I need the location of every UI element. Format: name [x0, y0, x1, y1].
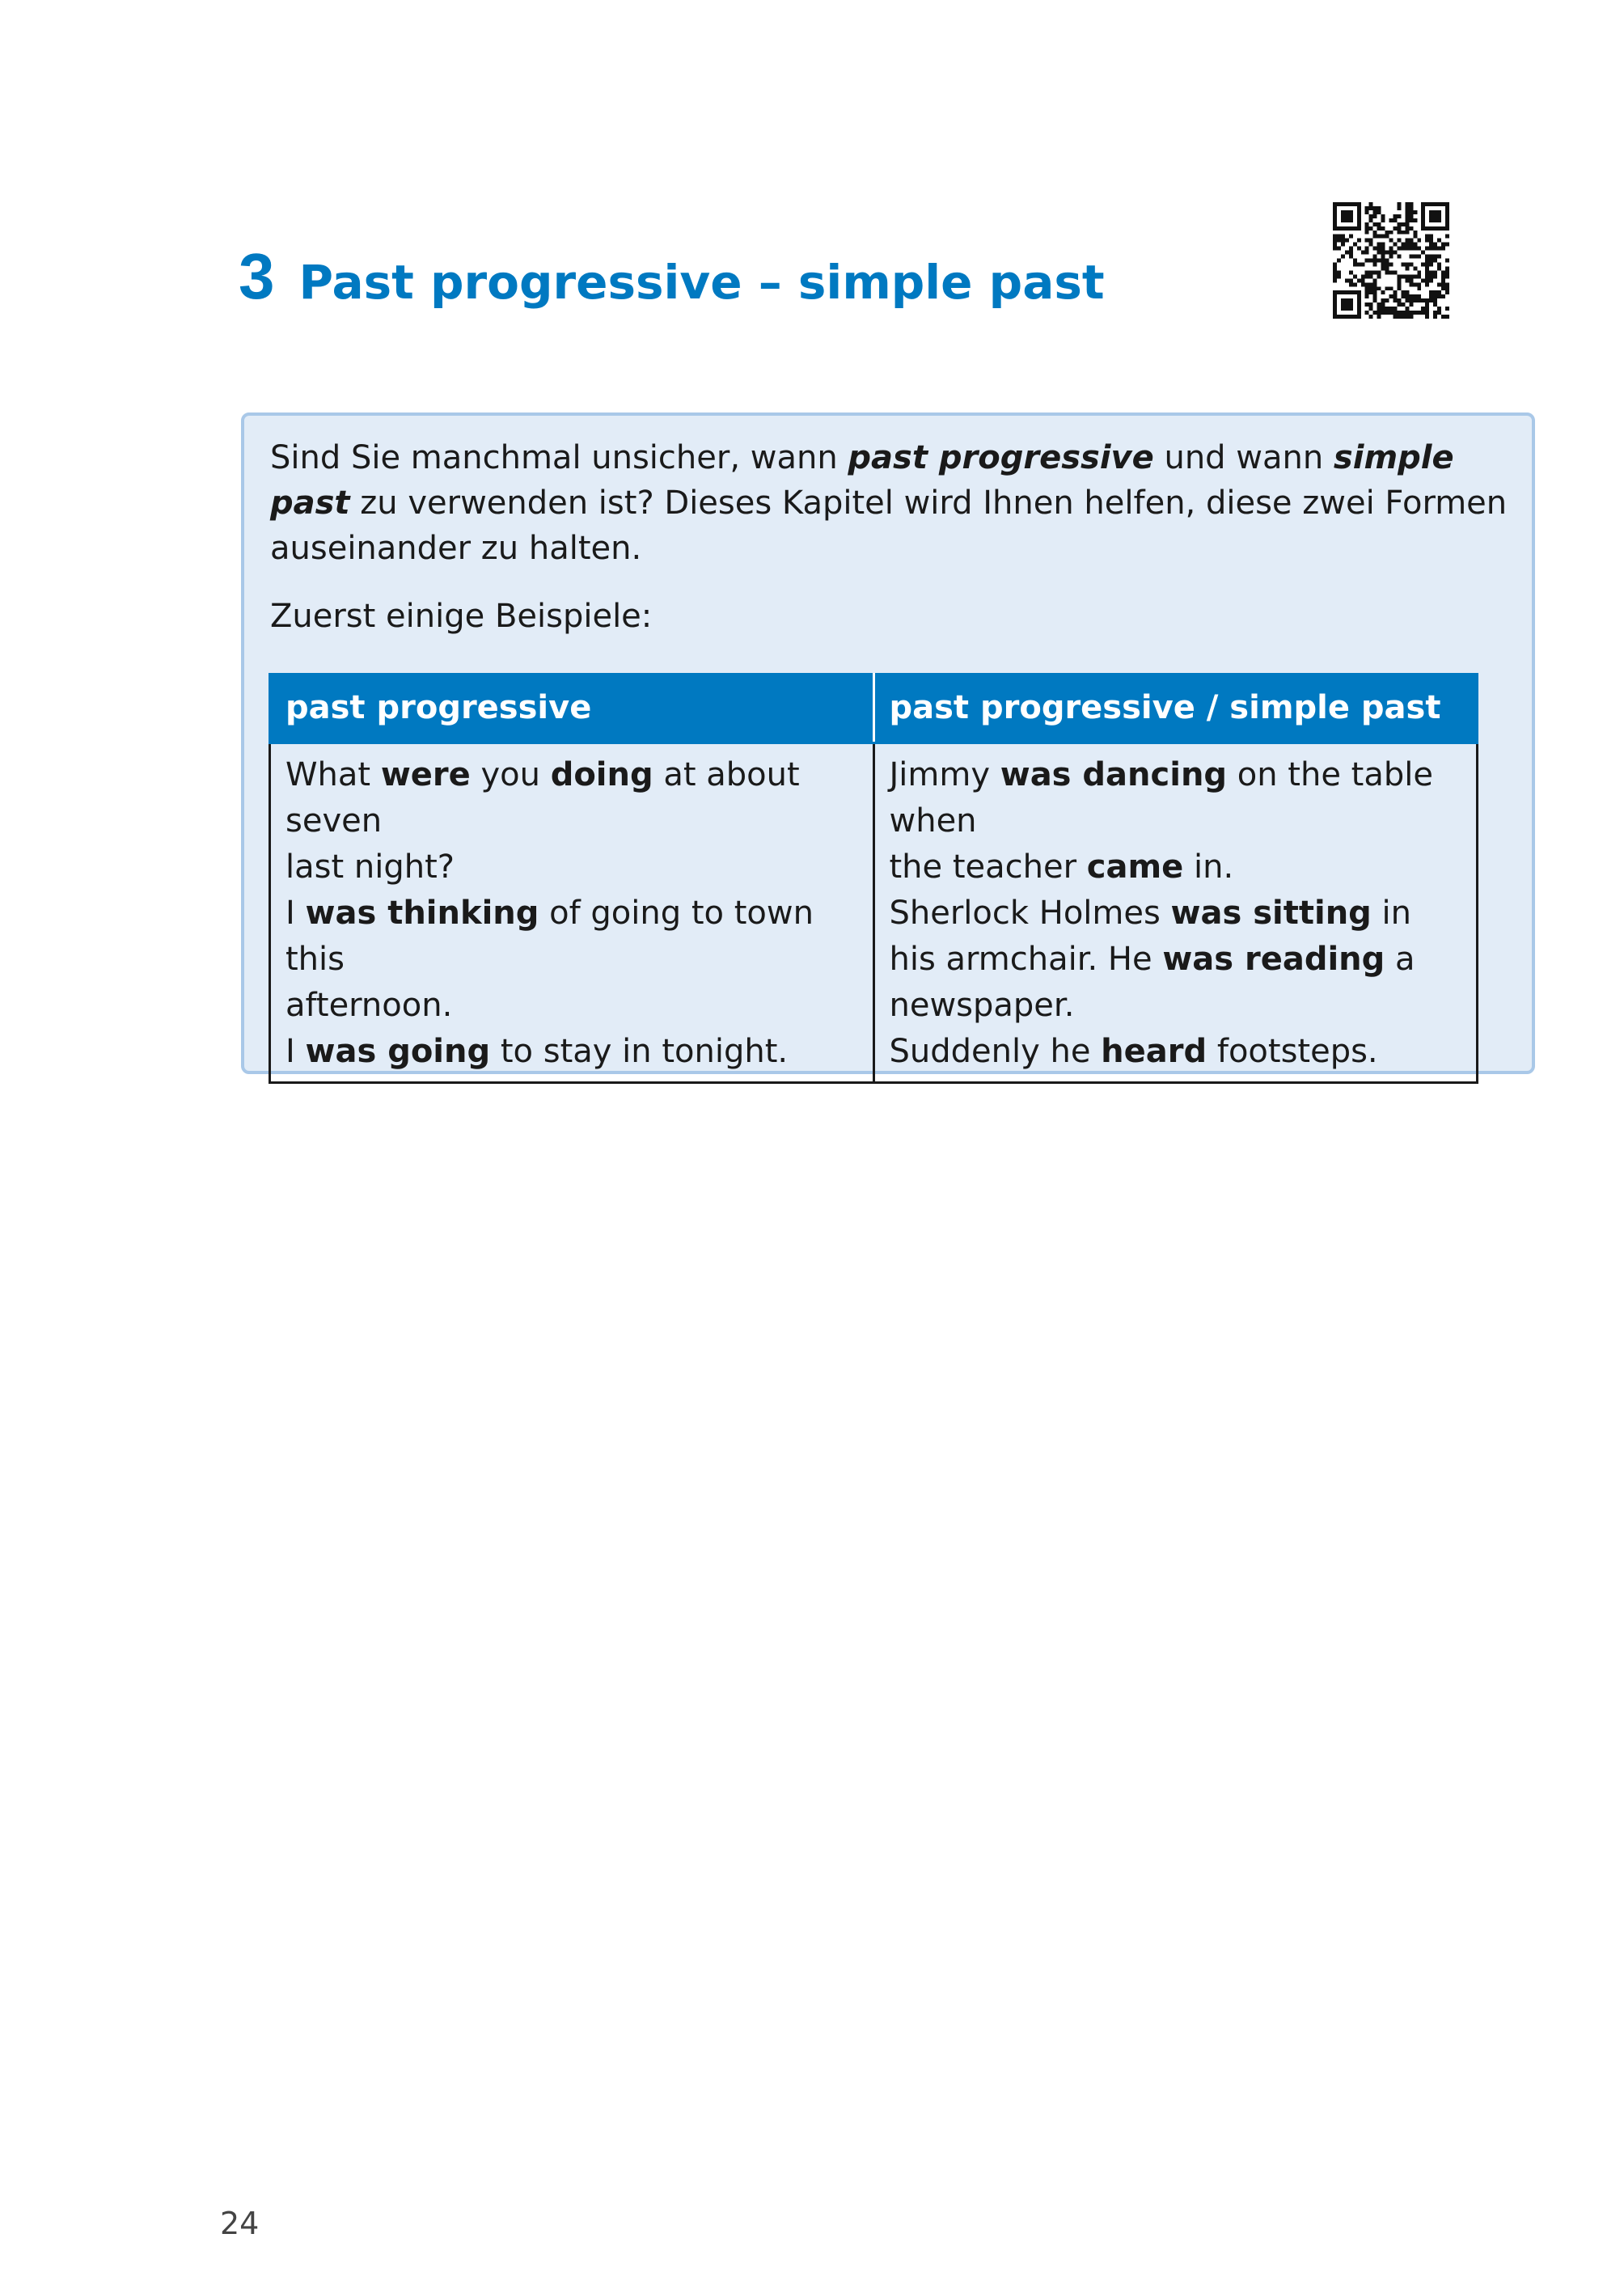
chapter-title: Past progressive – simple past: [298, 255, 1105, 310]
example-text: on the table when: [889, 756, 1433, 840]
term-simple-past: simple past: [270, 439, 1454, 522]
intro-text: und wann: [1153, 439, 1334, 476]
example-text: a: [1385, 941, 1415, 978]
qr-code-icon: [1333, 202, 1449, 319]
example-text: I: [285, 895, 306, 932]
verb-form: was dancing: [1000, 756, 1228, 793]
example-line: [890, 891, 1462, 937]
example-line: [890, 1029, 1462, 1075]
example-line: [890, 937, 1462, 983]
verb-form: heard: [1101, 1033, 1207, 1070]
example-line: [890, 844, 1462, 891]
chapter-number: 3: [239, 240, 275, 312]
example-text: last night?: [285, 848, 455, 886]
examples-cell-right: [873, 743, 1478, 1083]
example-text: of going to town this: [285, 895, 814, 978]
example-line: [890, 752, 1462, 844]
examples-table: [269, 673, 1478, 1084]
example-text: afternoon.: [285, 987, 453, 1024]
example-line: [285, 891, 858, 983]
intro-paragraph: [270, 435, 1516, 571]
example-line: [285, 1029, 858, 1075]
term-past-progressive: past progressive: [848, 439, 1154, 476]
example-line: [890, 983, 1462, 1029]
intro-box: [241, 412, 1535, 1074]
chapter-heading: [239, 239, 1105, 314]
intro-text: Sind Sie manchmal unsicher, wann: [270, 439, 848, 476]
column-header: past progressive: [270, 675, 874, 743]
verb-form: was thinking: [305, 895, 539, 932]
page-number: 24: [220, 2206, 260, 2241]
example-text: Jimmy: [889, 756, 1000, 793]
example-text: newspaper.: [889, 987, 1075, 1024]
example-text: in.: [1183, 848, 1234, 886]
verb-form: was going: [305, 1033, 491, 1070]
example-text: What: [285, 756, 381, 793]
example-text: at about seven: [285, 756, 800, 840]
example-line: [285, 983, 858, 1029]
verb-form: was reading: [1162, 941, 1385, 978]
verb-form: was sitting: [1170, 895, 1372, 932]
example-text: in: [1371, 895, 1411, 932]
example-line: [285, 844, 858, 891]
example-text: Sherlock Holmes: [889, 895, 1171, 932]
example-text: you: [470, 756, 551, 793]
example-text: Suddenly he: [889, 1033, 1102, 1070]
verb-form: doing: [550, 756, 653, 793]
example-text: I: [285, 1033, 306, 1070]
example-text: his armchair. He: [889, 941, 1163, 978]
example-text: footsteps.: [1207, 1033, 1378, 1070]
verb-form: came: [1086, 848, 1184, 886]
example-line: [285, 752, 858, 844]
example-text: to stay in tonight.: [490, 1033, 789, 1070]
example-text: the teacher: [889, 848, 1087, 886]
examples-cell-left: [270, 743, 874, 1083]
intro-text: zu verwenden ist? Dieses Kapitel wird Ihnen helfen, diese zwei Formen auseinander zu halten.: [270, 484, 1508, 567]
column-header: past progressive / simple past: [873, 675, 1478, 743]
examples-lead: Zuerst einige Beispiele:: [270, 598, 653, 635]
verb-form: were: [380, 756, 471, 793]
